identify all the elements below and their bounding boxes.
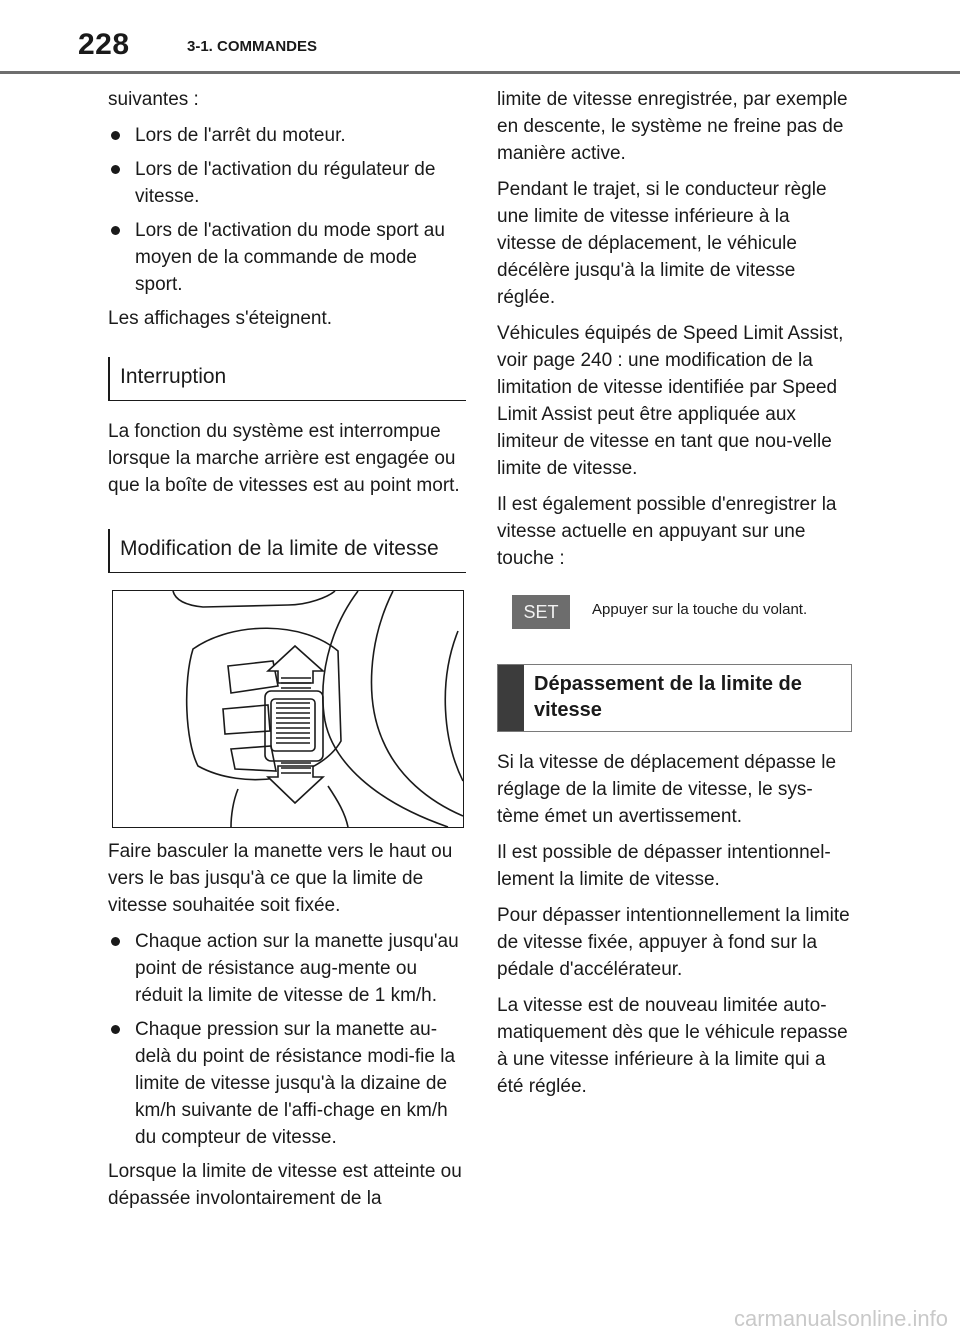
paragraph: Pour dépasser intentionnellement la limite de vitesse fixée, appuyer à fond sur la pédale d'accélérateur. (497, 905, 850, 980)
heading-depassement-box (497, 664, 852, 732)
paragraph: limite de vitesse enregistrée, par exemple en descente, le système ne freine pas de manière active. (497, 89, 848, 164)
bullet-icon (111, 1025, 120, 1034)
bullet-icon (111, 226, 120, 235)
list-item: Lors de l'activation du régulateur de vitesse. (108, 156, 466, 210)
bullet-icon (111, 937, 120, 946)
set-button-row (512, 592, 852, 636)
set-button-icon: SET (512, 595, 570, 629)
left-column (108, 86, 466, 1221)
heading-depassement: Dépassement de la limite de vitesse (534, 673, 802, 721)
page-number: 228 (78, 28, 130, 61)
heading-accent-bar (498, 665, 524, 731)
list-item: Lors de l'arrêt du moteur. (108, 122, 466, 149)
list-item: Chaque action sur la manette jusqu'au point de résistance aug-mente ou réduit la limite de vitesse de 1 km/h. (108, 928, 466, 1009)
intro-text: suivantes : (108, 89, 199, 110)
heading-interruption: Interruption (108, 357, 466, 401)
page-header (0, 0, 960, 75)
section-title: 3-1. COMMANDES (187, 38, 318, 55)
bullet-icon (111, 165, 120, 174)
list-item: Lors de l'activation du mode sport au moyen de la commande de mode sport. (108, 217, 466, 298)
steering-wheel-illustration (112, 590, 464, 828)
header-divider (0, 71, 960, 74)
paragraph: Il est également possible d'enregistrer la vitesse actuelle en appuyant sur une touche : (497, 494, 837, 569)
after-bullets-text: Les affichages s'éteignent. (108, 308, 333, 329)
closing-text: Lorsque la limite de vitesse est atteinte ou dépassée involontairement de la (108, 1161, 462, 1209)
watermark: carmanualsonline.info (733, 1306, 948, 1331)
right-column (497, 86, 852, 1109)
paragraph: Si la vitesse de déplacement dépasse le réglage de la limite de vitesse, le sys-tème émet un avertissement. (497, 752, 837, 827)
set-caption: Appuyer sur la touche du volant. (592, 601, 808, 618)
paragraph: Il est possible de dépasser intentionnel-lement la limite de vitesse. (497, 842, 831, 890)
list-item: Chaque pression sur la manette au-delà du point de résistance modi-fie la limite de vitesse jusqu'à la dizaine de km/h suivante de l'affi-chage en km/h du compteur de vitesse. (108, 1016, 466, 1151)
paragraph: Véhicules équipés de Speed Limit Assist, voir page 240 : une modification de la limitation de vitesse identifiée par Speed Limit Assist peut être appliquée aux limiteur de vitesse en tant que nou-velle limite de vitesse. (497, 323, 844, 479)
paragraph: La vitesse est de nouveau limitée auto-matiquement dès que le véhicule repasse à une vitesse inférieure à la limite qui a été réglée. (497, 995, 848, 1097)
bullet-icon (111, 131, 120, 140)
interruption-text: La fonction du système est interrompue lorsque la marche arrière est engagée ou que la boîte de vitesses est au point mort. (108, 421, 460, 496)
paragraph: Pendant le trajet, si le conducteur règle une limite de vitesse inférieure à la vitesse de déplacement, le véhicule décélère jusqu'à la limite de vitesse réglée. (497, 179, 827, 308)
heading-modification: Modification de la limite de vitesse (108, 529, 466, 573)
figure-caption: Faire basculer la manette vers le haut ou vers le bas jusqu'à ce que la limite de vitesse souhaitée soit fixée. (108, 841, 453, 916)
